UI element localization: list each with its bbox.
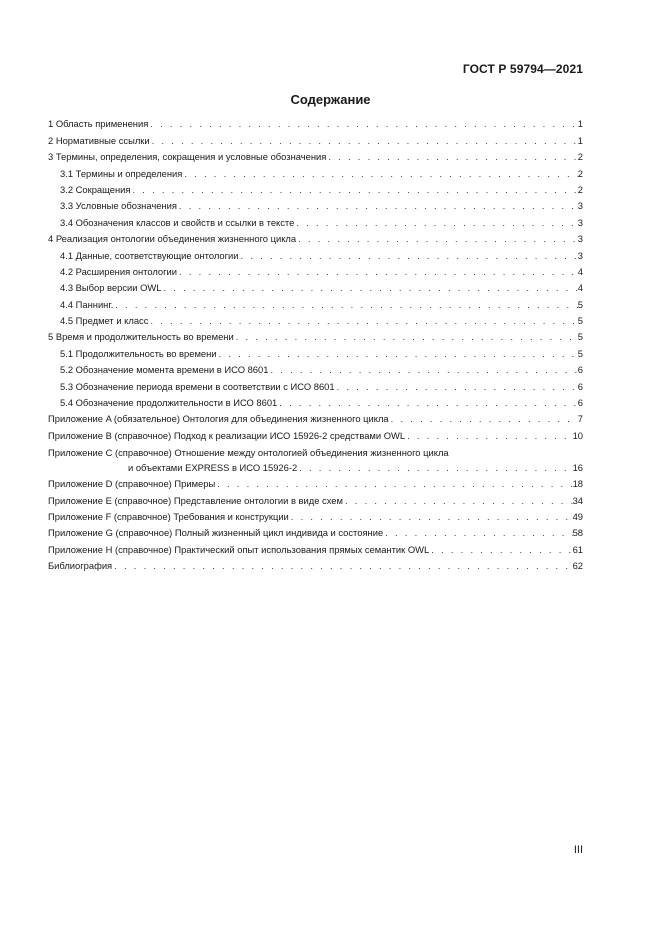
toc-entry-page: 1 <box>577 118 583 130</box>
toc-leader-dots <box>270 364 577 376</box>
toc-entry[interactable] <box>48 523 583 539</box>
toc-entry-label: 3.2 Сокращения <box>60 183 131 195</box>
toc-entry-page: 62 <box>572 560 583 572</box>
toc-entry[interactable] <box>48 196 583 212</box>
toc-entry[interactable] <box>48 114 583 130</box>
toc-entry[interactable] <box>48 507 583 523</box>
toc-entry[interactable] <box>48 163 583 179</box>
toc-entry[interactable] <box>48 474 583 490</box>
toc-entry[interactable] <box>48 212 583 228</box>
toc-leader-dots <box>163 282 577 294</box>
toc-entry-page: 7 <box>577 413 583 425</box>
toc-entry-label: Приложение B (справочное) Подход к реализации ИСО 15926-2 средствами OWL <box>48 429 406 441</box>
toc-leader-dots <box>152 135 578 147</box>
toc-entry-page: 4 <box>577 282 583 294</box>
toc-entry-label: 4.3 Выбор версии OWL <box>60 282 162 294</box>
toc-entry[interactable] <box>48 327 583 343</box>
toc-entry-page: 18 <box>572 478 583 490</box>
toc-entry-label: 3 Термины, определения, сокращения и условные обозначения <box>48 151 327 163</box>
toc-entry[interactable] <box>48 539 583 555</box>
toc-entry-label: 3.4 Обозначения классов и свойств и ссылки в тексте <box>60 216 295 228</box>
toc-leader-dots <box>337 381 578 393</box>
toc-entry[interactable] <box>48 147 583 163</box>
toc-entry[interactable] <box>48 180 583 196</box>
toc-leader-dots <box>184 168 577 180</box>
toc-entry-label: 2 Нормативные ссылки <box>48 134 150 146</box>
toc-entry-label: Приложение C (справочное) Отношение между онтологией объединения жизненного цикла <box>48 446 449 458</box>
toc-leader-dots <box>299 462 572 474</box>
toc-entry-page: 5 <box>577 298 583 310</box>
toc-entry-page: 2 <box>577 167 583 179</box>
toc-leader-dots <box>150 118 577 130</box>
toc-leader-dots <box>328 151 577 163</box>
toc-entry-page: 1 <box>577 134 583 146</box>
toc-entry-page: 16 <box>572 461 583 473</box>
toc-leader-dots <box>296 217 577 229</box>
toc-entry-page: 49 <box>572 510 583 522</box>
toc-entry[interactable] <box>48 409 583 425</box>
toc-entry-page: 3 <box>577 249 583 261</box>
toc-entry-page: 4 <box>577 265 583 277</box>
toc-entry-label: Приложение D (справочное) Примеры <box>48 478 216 490</box>
toc-entry-label: 5 Время и продолжительность во времени <box>48 331 234 343</box>
toc-leader-dots <box>114 560 572 572</box>
toc-entry[interactable] <box>48 311 583 327</box>
toc-entry-label: 1 Область применения <box>48 118 149 130</box>
toc-leader-dots <box>115 299 578 311</box>
toc-entry-page: 10 <box>572 429 583 441</box>
table-of-contents <box>48 114 583 572</box>
toc-leader-dots <box>298 233 578 245</box>
toc-leader-dots <box>407 430 573 442</box>
toc-entry-page: 5 <box>577 347 583 359</box>
toc-entry-page: 3 <box>577 233 583 245</box>
toc-entry[interactable] <box>48 425 583 441</box>
toc-entry-page: 34 <box>572 494 583 506</box>
toc-entry-page: 58 <box>572 527 583 539</box>
toc-entry-page: 2 <box>577 151 583 163</box>
page-number: III <box>573 844 583 856</box>
toc-entry-label: 3.1 Термины и определения <box>60 167 183 179</box>
toc-entry[interactable] <box>48 229 583 245</box>
toc-entry[interactable] <box>48 130 583 146</box>
toc-entry-label: Приложение A (обязательное) Онтология для объединения жизненного цикла <box>48 413 389 425</box>
toc-leader-dots <box>291 511 573 523</box>
toc-entry[interactable] <box>48 262 583 278</box>
toc-entry[interactable] <box>48 442 583 474</box>
toc-entry-label: Библиография <box>48 560 113 572</box>
toc-entry-label: 4.4 Паннинг. <box>60 298 114 310</box>
toc-entry[interactable] <box>48 393 583 409</box>
toc-entry[interactable] <box>48 343 583 359</box>
toc-entry-page: 5 <box>577 315 583 327</box>
toc-entry[interactable] <box>48 556 583 572</box>
toc-entry-label: Приложение H (справочное) Практический опыт использования прямых семантик OWL <box>48 543 430 555</box>
toc-entry-label: 4.2 Расширения онтологии <box>60 265 178 277</box>
toc-entry[interactable] <box>48 490 583 506</box>
toc-title: Содержание <box>290 92 371 107</box>
toc-entry-page: 5 <box>577 331 583 343</box>
toc-entry-page: 61 <box>572 543 583 555</box>
toc-entry-label: 5.1 Продолжительность во времени <box>60 347 217 359</box>
toc-entry-label: 5.2 Обозначение момента времени в ИСО 8601 <box>60 364 269 376</box>
toc-entry[interactable] <box>48 376 583 392</box>
toc-entry-label: Приложение E (справочное) Представление онтологии в виде схем <box>48 494 343 506</box>
toc-leader-dots <box>217 478 572 490</box>
toc-leader-dots <box>431 544 572 556</box>
toc-entry-label: 5.3 Обозначение периода времени в соответствии с ИСО 8601 <box>60 380 335 392</box>
toc-entry[interactable] <box>48 245 583 261</box>
toc-entry-page: 6 <box>577 397 583 409</box>
toc-leader-dots <box>385 527 572 539</box>
toc-leader-dots <box>345 495 573 507</box>
toc-entry-label-continuation: и объектами EXPRESS в ИСО 15926-2 <box>128 461 298 473</box>
toc-entry-label: 3.3 Условные обозначения <box>60 200 177 212</box>
toc-entry-label: 5.4 Обозначение продолжительности в ИСО 8601 <box>60 397 278 409</box>
toc-entry-label: 4.5 Предмет и класс <box>60 315 149 327</box>
toc-leader-dots <box>391 413 578 425</box>
toc-entry[interactable] <box>48 278 583 294</box>
toc-entry-page: 6 <box>577 380 583 392</box>
toc-entry-page: 2 <box>577 183 583 195</box>
document-code: ГОСТ Р 59794—2021 <box>462 62 583 76</box>
toc-leader-dots <box>219 348 578 360</box>
toc-entry-page: 6 <box>577 364 583 376</box>
toc-entry-label: Приложение G (справочное) Полный жизненный цикл индивида и состояние <box>48 527 384 539</box>
toc-leader-dots <box>236 331 578 343</box>
toc-leader-dots <box>179 200 578 212</box>
toc-entry[interactable] <box>48 360 583 376</box>
toc-leader-dots <box>179 266 578 278</box>
toc-entry-label: 4.1 Данные, соответствующие онтологии <box>60 249 239 261</box>
toc-entry-label: Приложение F (справочное) Требования и конструкции <box>48 510 289 522</box>
toc-entry-label: 4 Реализация онтологии объединения жизненного цикла <box>48 233 297 245</box>
toc-leader-dots <box>279 397 578 409</box>
toc-entry-page: 3 <box>577 200 583 212</box>
toc-entry[interactable] <box>48 294 583 310</box>
toc-leader-dots <box>132 184 577 196</box>
toc-entry-page: 3 <box>577 216 583 228</box>
toc-leader-dots <box>150 315 577 327</box>
toc-leader-dots <box>241 250 578 262</box>
